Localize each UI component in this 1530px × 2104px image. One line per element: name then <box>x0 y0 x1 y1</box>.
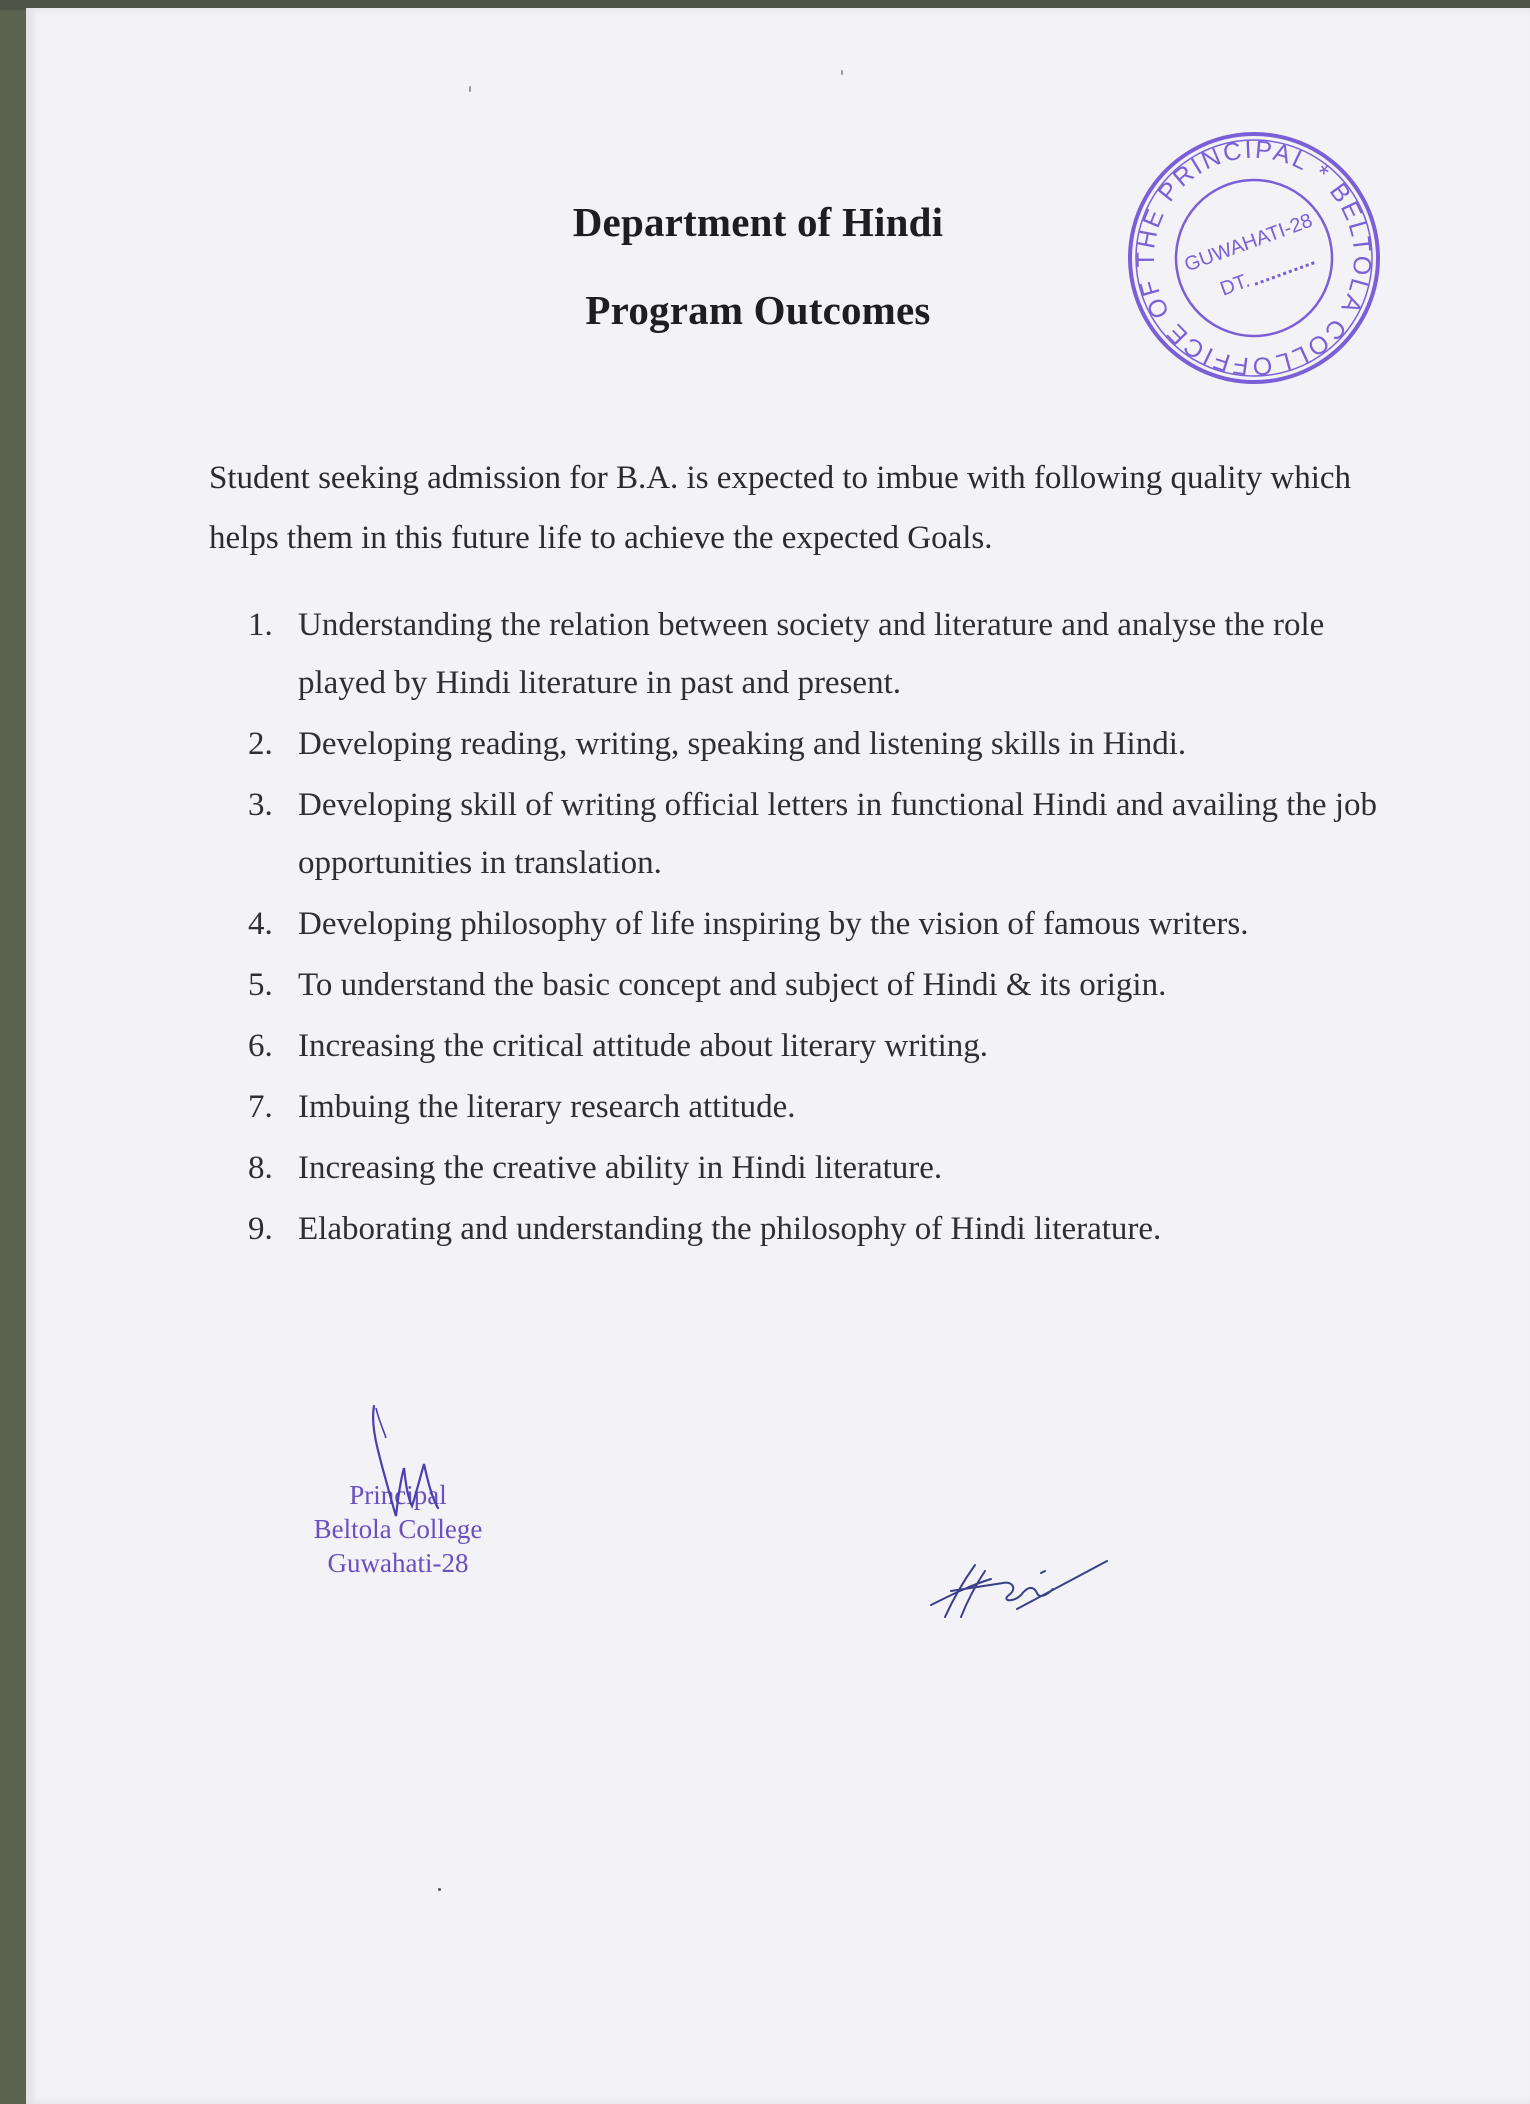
scan-speck <box>438 1888 441 1891</box>
outcome-item <box>248 776 1388 892</box>
outcome-number: 7. <box>248 1089 273 1125</box>
outcome-text: Developing skill of writing official letters in functional Hindi and availing the job opportunities in translation. <box>298 787 1377 881</box>
outcome-item <box>248 1078 1388 1136</box>
principal-office-seal <box>1124 128 1384 388</box>
outcome-number: 4. <box>248 906 273 942</box>
outcomes-list <box>248 596 1388 1261</box>
hod-signature <box>921 1543 1111 1623</box>
principal-signature <box>344 1398 484 1538</box>
outcome-number: 2. <box>248 726 273 762</box>
outcome-number: 5. <box>248 967 273 1003</box>
outcome-number: 9. <box>248 1211 273 1247</box>
intro-paragraph: Student seeking admission for B.A. is expected to imbue with following quality which helps them in this future life to achieve the expected Goals. <box>209 460 1352 556</box>
seal-ring-text: OFFICE OF THE PRINCIPAL * BELTOLA COLLEGE <box>1131 135 1377 381</box>
principal-city: Guwahati-28 <box>327 1548 469 1578</box>
seal-date-text: DT. <box>1217 269 1253 301</box>
svg-text:OFFICE OF THE PRINCIPAL * BELT <box>1124 128 1384 388</box>
outcome-number: 1. <box>248 607 273 643</box>
scan-speck <box>841 70 843 75</box>
outcome-text: Developing philosophy of life inspiring by the vision of famous writers. <box>298 906 1249 942</box>
outcome-number: 6. <box>248 1028 273 1064</box>
outcome-text: Increasing the critical attitude about literary writing. <box>298 1028 988 1064</box>
department-title: Department of Hindi <box>572 199 944 245</box>
outcome-item <box>248 596 1388 712</box>
outcome-text: Imbuing the literary research attitude. <box>298 1089 796 1125</box>
outcome-item <box>248 715 1388 773</box>
outcome-item <box>248 956 1388 1014</box>
seal-city-text: GUWAHATI-28 <box>1181 209 1316 277</box>
outcome-text: Developing reading, writing, speaking and listening skills in Hindi. <box>298 726 1187 762</box>
outcome-item <box>248 1200 1388 1258</box>
outcome-text: Elaborating and understanding the philosophy of Hindi literature. <box>298 1211 1162 1247</box>
outcome-number: 8. <box>248 1150 273 1186</box>
principal-college: Beltola College <box>313 1514 483 1544</box>
scan-speck <box>469 86 471 92</box>
outcome-item <box>248 1017 1388 1075</box>
outcome-item <box>248 1139 1388 1197</box>
outcome-item <box>248 895 1388 953</box>
outcome-text: Increasing the creative ability in Hindi literature. <box>298 1150 943 1186</box>
document-page <box>26 8 1530 2104</box>
outcome-number: 3. <box>248 787 273 823</box>
outcome-text: To understand the basic concept and subject of Hindi & its origin. <box>298 967 1167 1003</box>
outcome-text: Understanding the relation between society and literature and analyse the role played by Hindi literature in past and present. <box>298 607 1325 701</box>
program-outcomes-heading: Program Outcomes <box>585 287 931 333</box>
principal-title: Principal <box>349 1480 447 1510</box>
